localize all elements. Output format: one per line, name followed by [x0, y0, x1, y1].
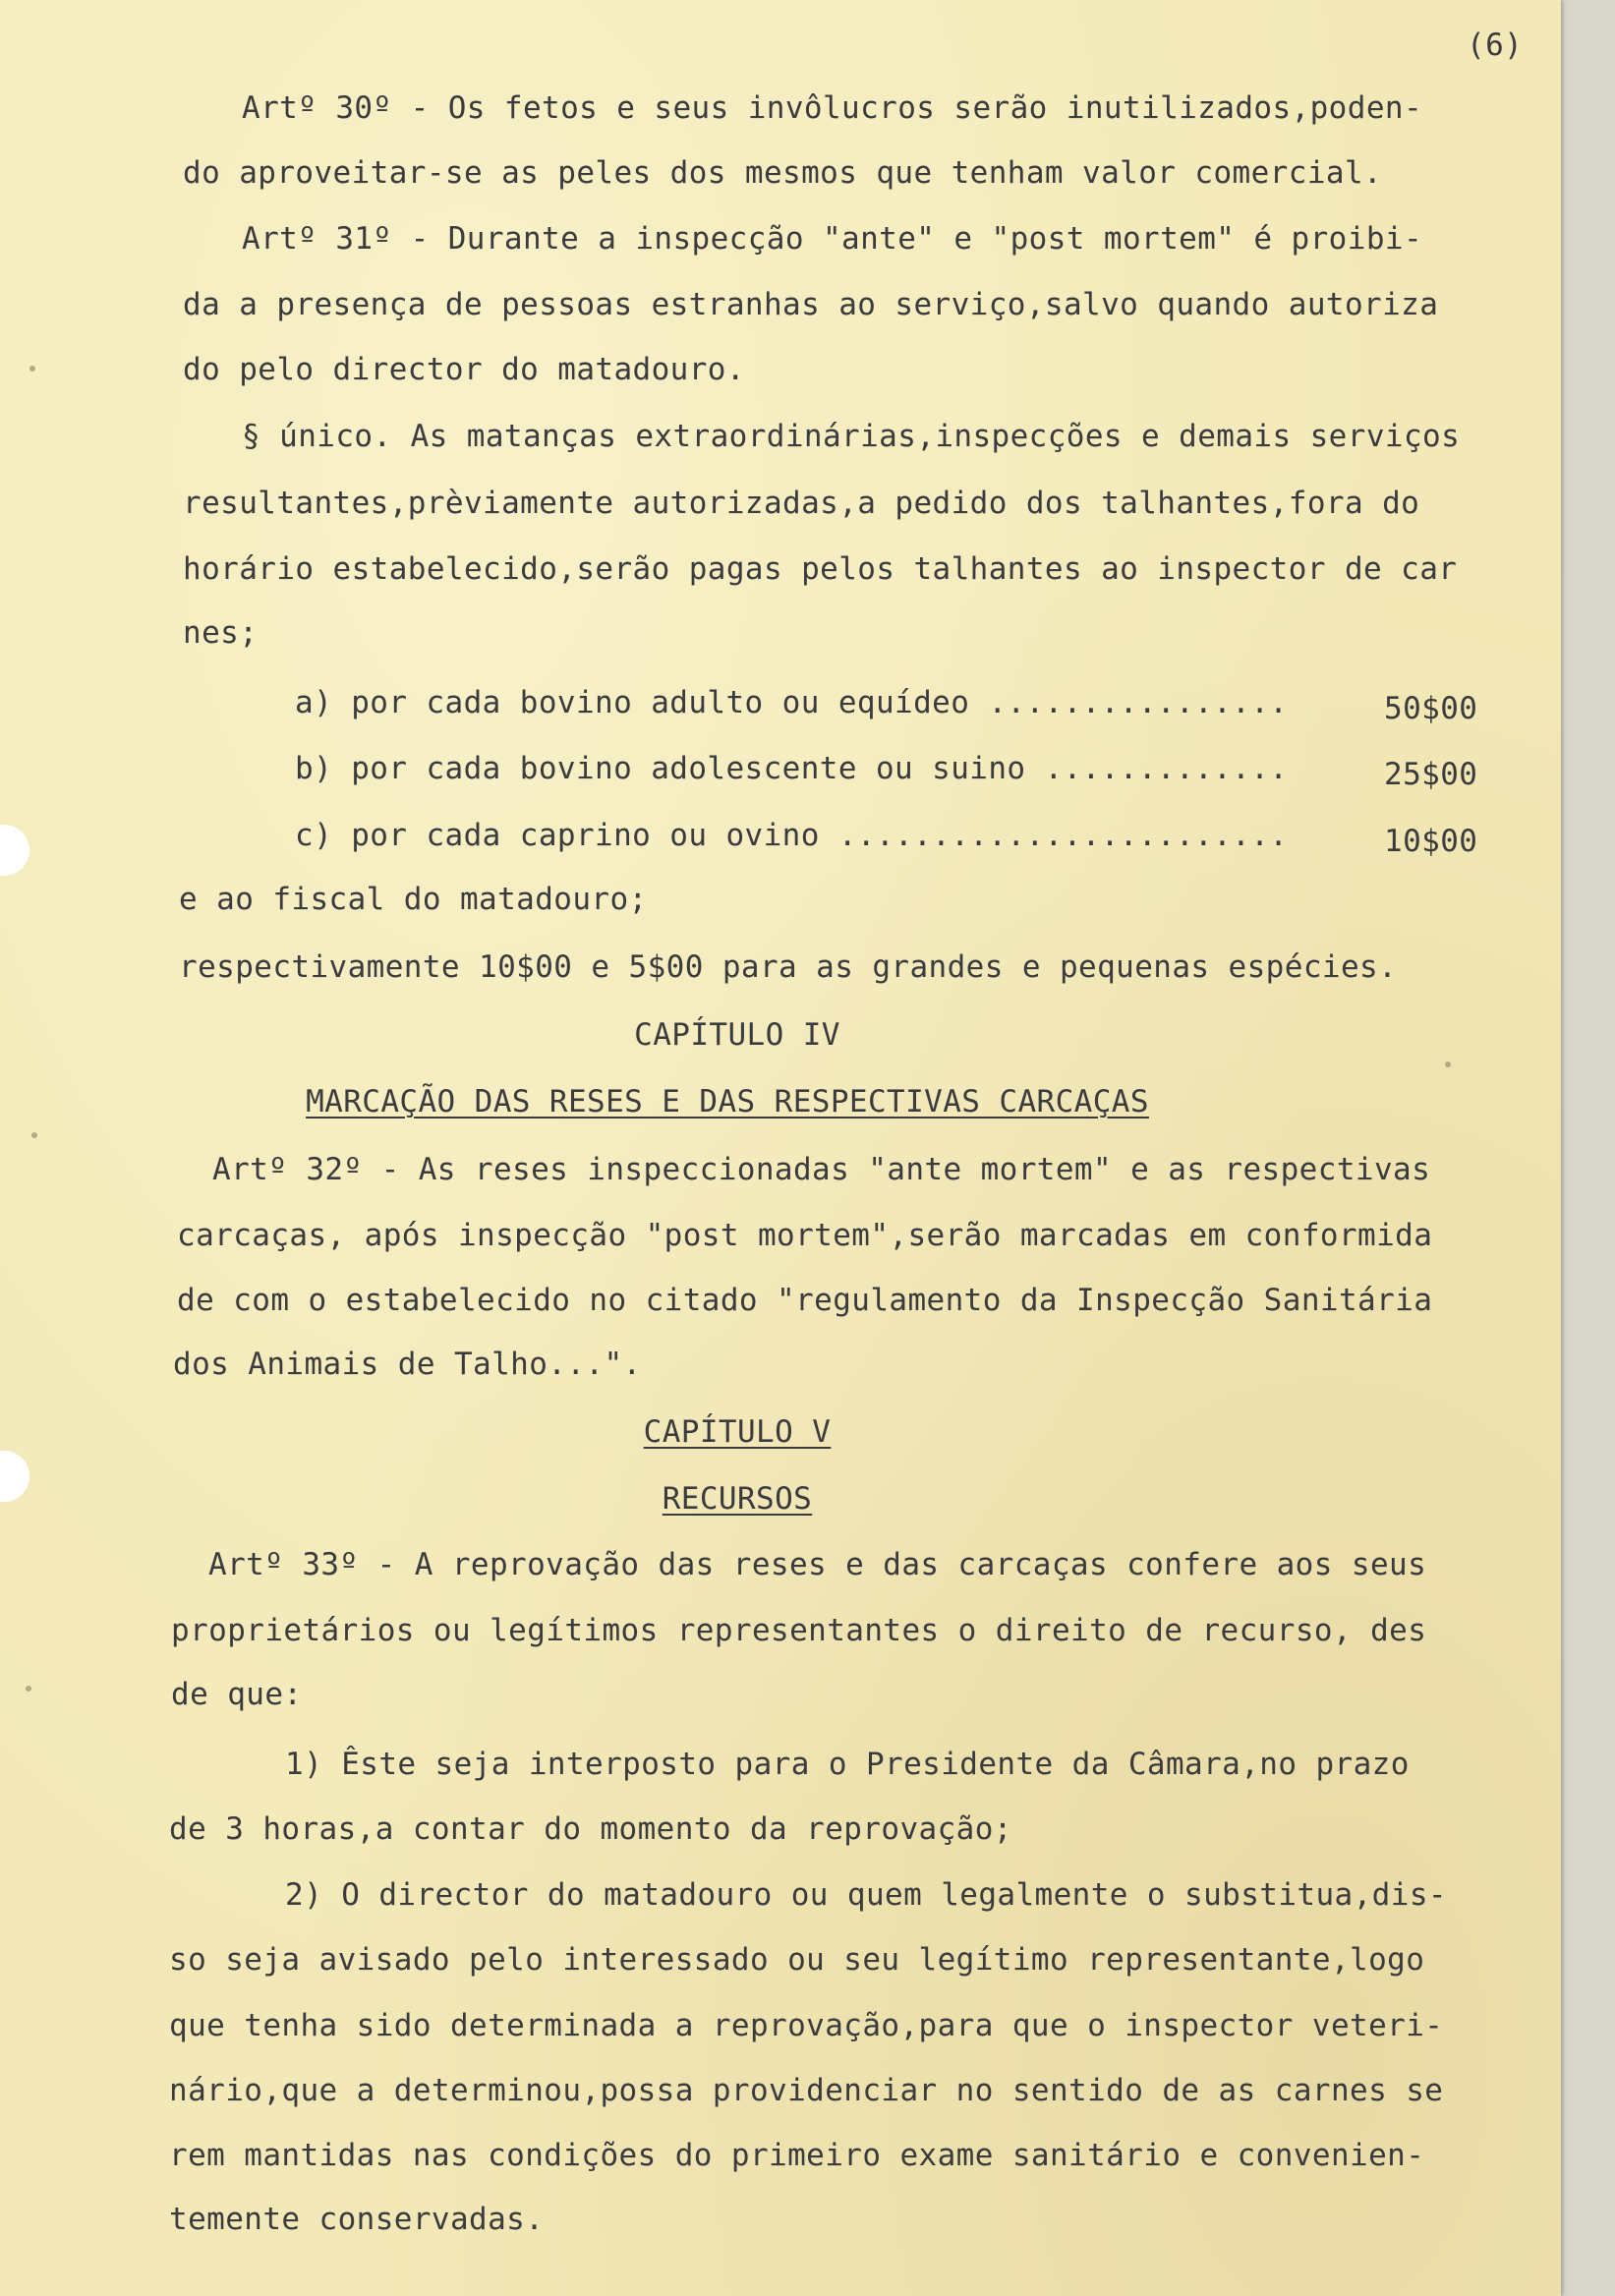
- chapter-subheading-text: RECURSOS: [662, 1481, 813, 1517]
- paragraph-unico-line: § único. As matanças extraordinárias,inspecções e demais serviços: [242, 419, 1461, 454]
- fee-item-text: a) por cada bovino adulto ou equídeo ................: [295, 685, 1289, 720]
- art30-line: do aproveitar-se as peles dos mesmos que tenham valor comercial.: [183, 155, 1383, 191]
- fee-item-text: b) por cada bovino adolescente ou suino .............: [295, 751, 1289, 786]
- chapter-subheading-text: MARCAÇÃO DAS RESES E DAS RESPECTIVAS CARCAÇAS: [306, 1084, 1149, 1119]
- item2-line: que tenha sido determinada a reprovação,para que o inspector veteri-: [169, 2008, 1444, 2043]
- art32-line: Artº 32º - As reses inspeccionadas "ante mortem" e as respectivas: [212, 1152, 1431, 1187]
- paper-speck: [1445, 1062, 1451, 1067]
- fee-item-price: 10$00: [1384, 824, 1478, 859]
- fiscal-line: respectivamente 10$00 e 5$00 para as grandes e pequenas espécies.: [179, 949, 1398, 985]
- paper-speck: [26, 1686, 31, 1692]
- paragraph-unico-line: horário estabelecido,serão pagas pelos talhantes ao inspector de car: [183, 551, 1458, 587]
- item2-line: rem mantidas nas condições do primeiro exame sanitário e convenien-: [169, 2138, 1425, 2173]
- chapter-subheading: [0, 1481, 1474, 1517]
- item1-line: 1) Êste seja interposto para o Presidente da Câmara,no prazo: [285, 1747, 1410, 1782]
- art31-line: Artº 31º - Durante a inspecção "ante" e "post mortem" é proibi-: [242, 221, 1423, 257]
- art33-line: Artº 33º - A reprovação das reses e das carcaças confere aos seus: [208, 1547, 1427, 1582]
- chapter-heading: [0, 1414, 1474, 1450]
- item1-line: de 3 horas,a contar do momento da reprovação;: [169, 1811, 1012, 1847]
- art33-line: de que:: [171, 1677, 303, 1712]
- chapter-heading-text: CAPÍTULO V: [643, 1414, 832, 1450]
- item2-line: 2) O director do matadouro ou quem legalmente o substitua,dis-: [285, 1877, 1447, 1913]
- art33-line: proprietários ou legítimos representantes o direito de recurso, des: [171, 1613, 1427, 1648]
- fiscal-line: e ao fiscal do matadouro;: [179, 882, 648, 917]
- art30-line: Artº 30º - Os fetos e seus invôlucros serão inutilizados,poden-: [242, 90, 1423, 126]
- art32-line: carcaças, após inspecção "post mortem",serão marcadas em conformida: [177, 1218, 1433, 1253]
- chapter-subheading: [39, 1084, 1415, 1119]
- page-number: (6): [1467, 28, 1524, 63]
- art32-line: de com o estabelecido no citado "regulamento da Inspecção Sanitária: [177, 1283, 1433, 1318]
- chapter-heading: CAPÍTULO IV: [634, 1017, 840, 1053]
- art31-line: da a presença de pessoas estranhas ao serviço,salvo quando autoriza: [183, 287, 1439, 322]
- item2-line: so seja avisado pelo interessado ou seu legítimo representante,logo: [169, 1942, 1425, 1978]
- fee-item-price: 25$00: [1384, 757, 1478, 792]
- paper-speck: [29, 366, 35, 372]
- paragraph-unico-line: resultantes,prèviamente autorizadas,a pedido dos talhantes,fora do: [183, 486, 1420, 521]
- fee-item-text: c) por cada caprino ou ovino ........................: [295, 818, 1289, 853]
- item2-line: temente conservadas.: [169, 2202, 545, 2237]
- art31-line: do pelo director do matadouro.: [183, 352, 745, 387]
- fee-item-price: 50$00: [1384, 691, 1478, 726]
- paper-speck: [31, 1132, 37, 1138]
- art32-line: dos Animais de Talho...".: [173, 1347, 642, 1382]
- paragraph-unico-line: nes;: [183, 615, 259, 651]
- item2-line: nário,que a determinou,possa providenciar no sentido de as carnes se: [169, 2073, 1444, 2108]
- punch-hole: [0, 825, 29, 876]
